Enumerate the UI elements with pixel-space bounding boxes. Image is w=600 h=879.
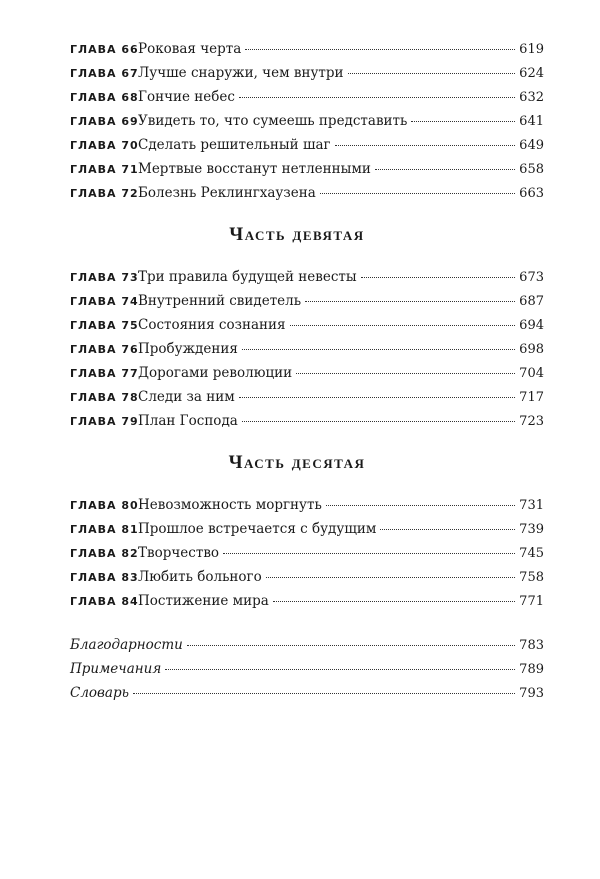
entry-title: Болезнь Реклингхаузена <box>138 185 316 201</box>
entry-title: Словарь <box>70 685 129 701</box>
toc-entry <box>70 61 544 85</box>
toc-entry <box>70 133 544 157</box>
toc-entry <box>70 313 544 337</box>
dot-leader <box>266 576 515 578</box>
entry-title: Благодарности <box>70 637 183 653</box>
dot-leader <box>133 692 515 694</box>
page-number: 694 <box>519 318 544 333</box>
toc-entry <box>70 633 544 657</box>
page-number: 641 <box>519 114 544 129</box>
toc-entry <box>70 493 544 517</box>
spacer <box>70 613 544 633</box>
dot-leader <box>335 144 516 146</box>
table-of-contents <box>70 37 544 705</box>
page-number: 619 <box>519 42 544 57</box>
toc-entry <box>70 517 544 541</box>
dot-leader <box>411 120 515 122</box>
entry-title: Следи за ним <box>138 389 235 405</box>
dot-leader <box>296 372 515 374</box>
part-eight-tail-list <box>70 37 544 205</box>
chapter-number: ГЛАВА 80 <box>70 499 139 512</box>
entry-title: Мертвые восстанут нетленными <box>138 161 371 177</box>
page-number: 649 <box>519 138 544 153</box>
entry-title: Внутренний свидетель <box>138 293 302 309</box>
entry-title: Лучше снаружи, чем внутри <box>138 65 344 81</box>
chapter-number: ГЛАВА 82 <box>70 547 139 560</box>
toc-entry <box>70 681 544 705</box>
page-number: 771 <box>519 594 544 609</box>
dot-leader <box>348 72 516 74</box>
entry-title: План Господа <box>138 413 238 429</box>
toc-entry <box>70 657 544 681</box>
chapter-number: ГЛАВА 68 <box>70 91 139 104</box>
chapter-number: ГЛАВА 67 <box>70 67 139 80</box>
dot-leader <box>380 528 515 530</box>
toc-entry <box>70 181 544 205</box>
toc-entry <box>70 385 544 409</box>
part-nine-list <box>70 265 544 433</box>
toc-entry <box>70 589 544 613</box>
entry-title: Прошлое встречается с будущим <box>138 521 377 537</box>
chapter-number: ГЛАВА 73 <box>70 271 139 284</box>
page-number: 624 <box>519 66 544 81</box>
dot-leader <box>361 276 516 278</box>
page-number: 789 <box>519 662 544 677</box>
dot-leader <box>290 324 516 326</box>
entry-title: Примечания <box>70 661 162 677</box>
toc-entry <box>70 289 544 313</box>
chapter-number: ГЛАВА 66 <box>70 43 139 56</box>
chapter-number: ГЛАВА 74 <box>70 295 139 308</box>
part-nine-heading: Часть девятая <box>229 224 365 245</box>
toc-entry <box>70 157 544 181</box>
dot-leader <box>239 96 515 98</box>
page-number: 663 <box>519 186 544 201</box>
dot-leader <box>326 504 515 506</box>
entry-title: Роковая черта <box>138 41 242 57</box>
toc-entry <box>70 37 544 61</box>
entry-title: Любить больного <box>138 569 262 585</box>
entry-title: Увидеть то, что сумеешь представить <box>138 113 408 129</box>
chapter-number: ГЛАВА 76 <box>70 343 139 356</box>
part-ten-heading: Часть десятая <box>228 452 366 473</box>
page-number: 717 <box>519 390 544 405</box>
entry-title: Дорогами революции <box>138 365 293 381</box>
chapter-number: ГЛАВА 84 <box>70 595 139 608</box>
toc-entry <box>70 541 544 565</box>
chapter-number: ГЛАВА 75 <box>70 319 139 332</box>
entry-title: Три правила будущей невесты <box>138 269 357 285</box>
page-number: 739 <box>519 522 544 537</box>
page-number: 658 <box>519 162 544 177</box>
page-number: 793 <box>519 686 544 701</box>
toc-entry <box>70 85 544 109</box>
dot-leader <box>239 396 515 398</box>
entry-title: Гончие небес <box>138 89 235 105</box>
dot-leader <box>245 48 515 50</box>
entry-title: Постижение мира <box>138 593 269 609</box>
entry-title: Состояния сознания <box>138 317 286 333</box>
page-number: 673 <box>519 270 544 285</box>
page-number: 632 <box>519 90 544 105</box>
page-number: 704 <box>519 366 544 381</box>
part-ten-list <box>70 493 544 613</box>
back-matter-list <box>70 633 544 705</box>
dot-leader <box>242 348 515 350</box>
page-number: 783 <box>519 638 544 653</box>
page-number: 687 <box>519 294 544 309</box>
dot-leader <box>305 300 515 302</box>
toc-entry <box>70 265 544 289</box>
chapter-number: ГЛАВА 78 <box>70 391 139 404</box>
entry-title: Невозможность моргнуть <box>138 497 322 513</box>
dot-leader <box>375 168 515 170</box>
dot-leader <box>165 668 515 670</box>
chapter-number: ГЛАВА 79 <box>70 415 139 428</box>
dot-leader <box>242 420 515 422</box>
page-number: 745 <box>519 546 544 561</box>
chapter-number: ГЛАВА 77 <box>70 367 139 380</box>
page-number: 723 <box>519 414 544 429</box>
page-number: 758 <box>519 570 544 585</box>
entry-title: Творчество <box>138 545 220 561</box>
toc-entry <box>70 109 544 133</box>
chapter-number: ГЛАВА 72 <box>70 187 139 200</box>
dot-leader <box>273 600 515 602</box>
toc-entry <box>70 565 544 589</box>
page-number: 698 <box>519 342 544 357</box>
toc-entry <box>70 361 544 385</box>
chapter-number: ГЛАВА 71 <box>70 163 139 176</box>
entry-title: Пробуждения <box>138 341 238 357</box>
toc-entry <box>70 337 544 361</box>
dot-leader <box>320 192 515 194</box>
entry-title: Сделать решительный шаг <box>138 137 331 153</box>
chapter-number: ГЛАВА 81 <box>70 523 139 536</box>
dot-leader <box>223 552 515 554</box>
toc-entry <box>70 409 544 433</box>
chapter-number: ГЛАВА 70 <box>70 139 139 152</box>
chapter-number: ГЛАВА 83 <box>70 571 139 584</box>
chapter-number: ГЛАВА 69 <box>70 115 139 128</box>
page-number: 731 <box>519 498 544 513</box>
dot-leader <box>187 644 515 646</box>
